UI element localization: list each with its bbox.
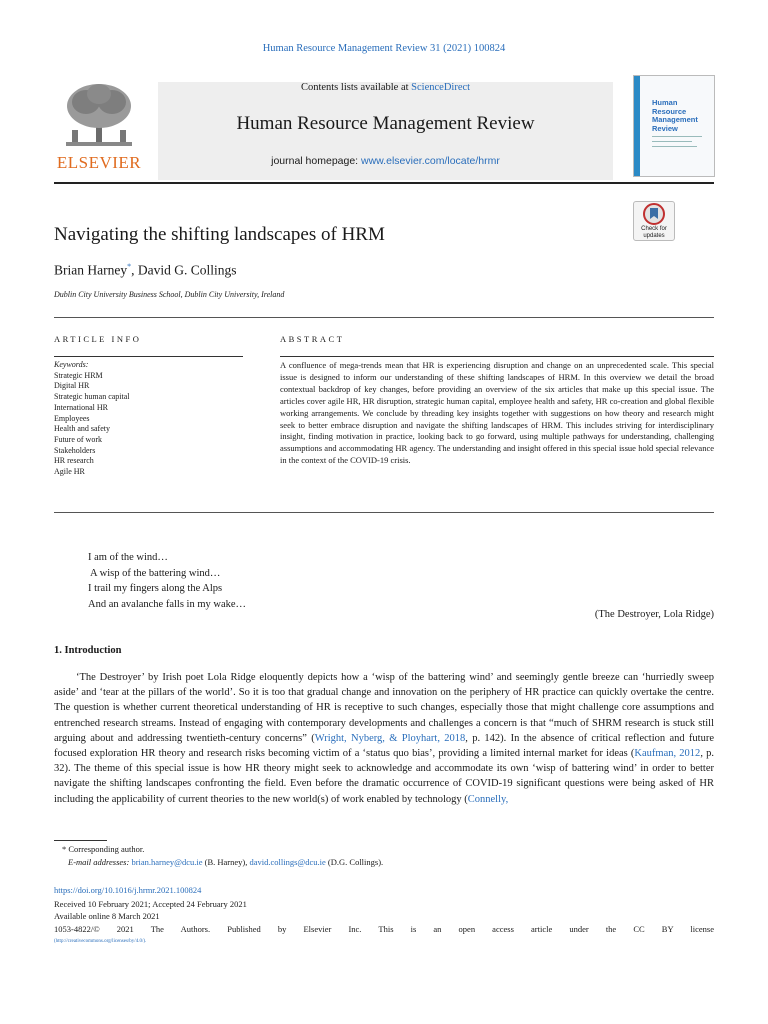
article-info-rule: [54, 356, 243, 357]
keyword: HR research: [54, 456, 94, 466]
paragraph-text: ‘The Destroyer’ by Irish poet Lola Ridge eloquently depicts how a ‘wisp of the battering wind’ and seemingly gentle breeze can ‘hurriedly sweep aside’ and ‘tear at the pillars of the world’. So it is too that gradual change and innovation on the periphery of HR practice can quickly overtake the centre. The question is whether current theoretical understanding of HR is receptive to such changes, especially those that might challenge core assumptions and entrenched research streams. Instead of engaging with contemporary developments and challenges a concern is that “much of SHRM research is stuck still arguing about and addressing twentieth-century concerns” (: [54, 672, 714, 744]
cover-text-line: [652, 141, 692, 142]
keywords-list: [54, 360, 130, 478]
email-link[interactable]: david.collings@dcu.ie: [249, 856, 326, 867]
keywords-label: Keywords:: [54, 360, 89, 369]
cover-text-line: [652, 146, 697, 147]
footnote-mark: *: [62, 844, 67, 854]
introduction-body: [54, 670, 714, 807]
footnote-text: Corresponding author.: [66, 844, 145, 854]
crossmark-label: Check for updates: [641, 226, 667, 239]
contents-line: [158, 82, 613, 93]
license-statement: 1053-4822/© 2021 The Authors. Published by Elsevier Inc. This is an open access article under the CC BY license: [54, 924, 714, 934]
received-accepted: Received 10 February 2021; Accepted 24 February 2021: [54, 899, 247, 909]
footnote: [54, 843, 714, 868]
sciencedirect-link[interactable]: ScienceDirect: [411, 82, 471, 93]
available-online: Available online 8 March 2021: [54, 911, 160, 921]
cover-text-line: [652, 136, 702, 137]
abstract-heading: ABSTRACT: [280, 334, 345, 344]
email-owner: (B. Harney),: [202, 856, 250, 867]
keyword: Health and safety: [54, 424, 110, 434]
header-rule: [54, 182, 714, 184]
crossmark-badge[interactable]: [633, 201, 675, 241]
author-separator: ,: [131, 262, 138, 278]
affiliation: Dublin City University Business School, Dublin City University, Ireland: [54, 290, 285, 299]
epigraph-line: I am of the wind…: [88, 552, 168, 563]
journal-title: Human Resource Management Review: [236, 113, 535, 134]
email-link[interactable]: brian.harney@dcu.ie: [131, 856, 203, 867]
cover-accent-bar: [634, 76, 640, 176]
journal-cover-thumbnail[interactable]: [633, 75, 715, 177]
author-name: David G. Collings: [137, 262, 237, 278]
citation-link[interactable]: Kaufman, 2012: [634, 748, 701, 760]
section-rule: [54, 317, 714, 318]
epigraph-source: (The Destroyer, Lola Ridge): [594, 609, 714, 620]
abstract-text: A confluence of mega-trends mean that HR is experiencing disruption and change on an unprecedented scale. This special issue is designed to inform our understanding of these shifting landscapes of HRM. In this overview we detail the broad contextual backdrop of key changes, before providing an overview of the six articles that make up this special issue. The articles cover agile HR, HR disruption, strategic human capital, employee health and safety, HR co-creation and global flexible working arrangements. We conclude by threading key insights together with suggestions on how theory and research might seek to better embrace disruption and navigate the shifting landscapes of HRM. This includes striving for interdisciplinary insight, finding motivation in practice, looking back to go forward, using multiple pathways for understanding, challenging assumptions and accommodating HR agency. The understanding and insight offered in this special issue hold special relevance in the context of the COVID-19 crisis.: [280, 360, 714, 466]
homepage-link[interactable]: www.elsevier.com/locate/hrmr: [361, 155, 500, 167]
paragraph-text: , p. 142). In the absence of critical reflection and future focused exploration HR theory and research risks becoming victim of a ‘status quo bias’, providing a limited internal market for ideas (: [54, 732, 714, 760]
email-line: [54, 856, 714, 869]
article-info-heading: ARTICLE INFO: [54, 334, 142, 344]
epigraph-line: A wisp of the battering wind…: [90, 567, 221, 579]
footnote-rule: [54, 840, 107, 841]
paragraph-text: , p. 32). The theme of this special issue is how HR theory might seek to acknowledge and accommodate its own ‘wisp of battering wind’ in order to better navigate the shifting landscapes confronting the field. Even before the dramatic occurrence of COVID-19 significant questions were being asked of HR including the applicability of current theories to the new world(s) of work enabled by technology (: [54, 748, 715, 805]
doi-link[interactable]: https://doi.org/10.1016/j.hrmr.2021.100824: [54, 885, 202, 895]
keyword: Future of work: [54, 434, 102, 444]
corresponding-author-mark[interactable]: *: [127, 262, 132, 271]
corresponding-note: [54, 843, 714, 856]
publisher-wordmark: ELSEVIER: [56, 153, 142, 172]
epigraph-line: I trail my fingers along the Alps: [88, 583, 223, 594]
epigraph: [88, 550, 246, 612]
article-dates: [54, 898, 247, 922]
citation-link[interactable]: Connelly,: [467, 793, 509, 805]
homepage-prefix: journal homepage:: [271, 155, 362, 167]
paragraph: [54, 670, 714, 807]
keyword: Agile HR: [54, 467, 85, 477]
contents-prefix: Contents lists available at: [300, 82, 412, 93]
abstract-end-rule: [54, 512, 714, 513]
journal-homepage: [158, 155, 613, 167]
epigraph-line: And an avalanche falls in my wake…: [88, 598, 247, 610]
keyword: Strategic HRM: [54, 370, 103, 380]
keyword: Digital HR: [54, 381, 90, 391]
author-list: [54, 262, 237, 279]
author-name: Brian Harney: [54, 262, 128, 278]
email-label: E-mail addresses:: [68, 856, 130, 867]
cover-title: Human Resource Management Review: [652, 98, 698, 133]
crossmark-icon: [634, 202, 674, 226]
journal-citation[interactable]: Human Resource Management Review 31 (2021) 100824: [262, 43, 506, 54]
license-link[interactable]: (http://creativecommons.org/licenses/by/4.0/).: [54, 939, 147, 944]
email-owner: (D.G. Collings).: [325, 856, 384, 867]
keyword: Stakeholders: [54, 445, 96, 455]
abstract-rule: [280, 356, 714, 357]
keyword: Strategic human capital: [54, 392, 130, 402]
keyword: Employees: [54, 413, 90, 423]
section-heading-introduction: 1. Introduction: [54, 645, 122, 656]
article-title: Navigating the shifting landscapes of HRM: [54, 224, 385, 245]
citation-link[interactable]: Wright, Nyberg, & Ployhart, 2018: [314, 732, 466, 744]
keyword: International HR: [54, 402, 108, 412]
